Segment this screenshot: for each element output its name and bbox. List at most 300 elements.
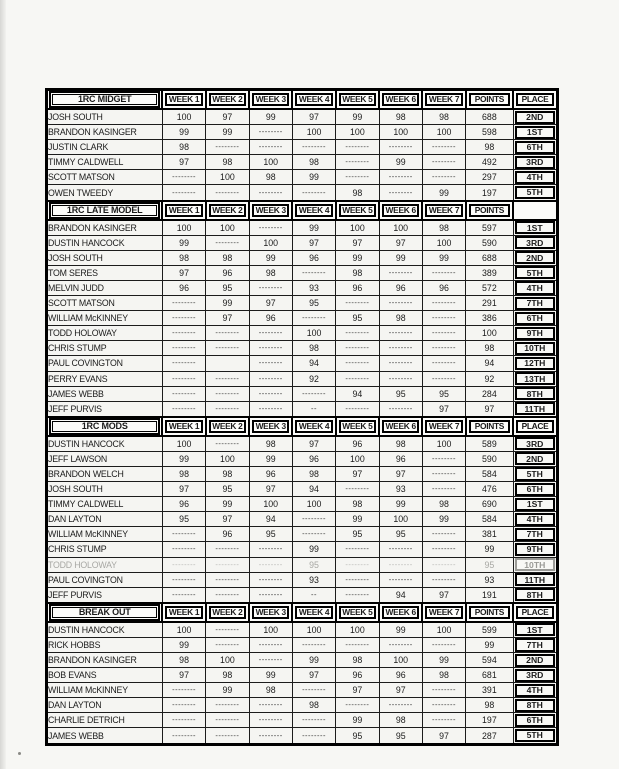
place-badge: 4TH — [515, 684, 554, 697]
place-cell — [513, 683, 557, 698]
place-cell — [513, 326, 557, 341]
rider-row-timmy-caldwell — [47, 497, 558, 512]
week-score-cell: 97 — [249, 482, 292, 497]
points-total-cell: 297 — [466, 170, 513, 185]
week-score-cell: -------- — [422, 326, 465, 341]
week-score-cell: -------- — [162, 386, 205, 401]
place-cell — [513, 482, 557, 497]
week-header-cell — [206, 90, 249, 110]
week-header-label: WEEK 6 — [382, 420, 419, 433]
week-score-cell: -------- — [162, 527, 205, 542]
points-total-cell: 386 — [466, 311, 513, 326]
week-score-cell: -------- — [379, 185, 422, 201]
week-score-cell: 99 — [292, 220, 335, 236]
week-score-cell: 99 — [336, 250, 379, 265]
week-score-cell: -------- — [206, 587, 249, 603]
rider-name: BRANDON KASINGER — [47, 220, 163, 236]
week-score-cell: -------- — [249, 341, 292, 356]
rider-name: SCOTT MATSON — [47, 170, 163, 185]
week-score-cell: -------- — [292, 185, 335, 201]
rider-name: BRANDON WELCH — [47, 466, 163, 481]
week-score-cell: 99 — [422, 250, 465, 265]
week-score-cell: -------- — [249, 698, 292, 713]
week-score-cell: -------- — [422, 311, 465, 326]
week-score-cell: 99 — [206, 296, 249, 311]
week-score-cell: 97 — [292, 109, 335, 125]
points-total-cell: 99 — [466, 637, 513, 652]
week-header-label: WEEK 3 — [252, 93, 289, 106]
week-score-cell: 100 — [336, 622, 379, 638]
week-score-cell: 96 — [292, 451, 335, 466]
week-score-cell: 98 — [422, 109, 465, 125]
rider-row-william-mckinney — [47, 311, 558, 326]
week-score-cell: -------- — [379, 371, 422, 386]
week-score-cell: 98 — [379, 109, 422, 125]
week-score-cell: 95 — [162, 512, 205, 527]
scan-edge-artifact — [0, 0, 6, 769]
week-score-cell: 100 — [422, 436, 465, 452]
week-score-cell: 99 — [162, 125, 205, 140]
week-score-cell: 98 — [379, 436, 422, 452]
rider-row-jeff-lawson — [47, 451, 558, 466]
week-score-cell: 95 — [336, 527, 379, 542]
section-title: 1RC MODS — [52, 421, 157, 432]
week-score-cell: -------- — [336, 587, 379, 603]
rider-name: JUSTIN CLARK — [47, 140, 163, 155]
rider-row-james-webb — [47, 728, 558, 744]
place-cell — [513, 125, 557, 140]
week-score-cell: 98 — [422, 497, 465, 512]
week-header-label: WEEK 5 — [339, 93, 376, 106]
week-score-cell: -------- — [422, 698, 465, 713]
week-score-cell: 99 — [249, 668, 292, 683]
place-badge: 4TH — [515, 171, 554, 184]
rider-name: JEFF PURVIS — [47, 401, 163, 417]
points-total-cell: 95 — [466, 557, 513, 572]
rider-name: TIMMY CALDWELL — [47, 155, 163, 170]
week-header-cell — [206, 417, 249, 436]
place-cell — [513, 698, 557, 713]
week-header-cell — [206, 201, 249, 220]
week-score-cell: -------- — [336, 572, 379, 587]
week-score-cell: -------- — [336, 482, 379, 497]
week-score-cell: 99 — [206, 125, 249, 140]
points-header-label: POINTS — [469, 606, 510, 619]
week-score-cell: -------- — [249, 728, 292, 744]
week-score-cell: -------- — [162, 371, 205, 386]
week-header-cell — [249, 417, 292, 436]
week-score-cell: 100 — [206, 653, 249, 668]
points-total-cell: 98 — [466, 698, 513, 713]
place-badge: 9TH — [515, 327, 554, 340]
place-badge: 3RD — [515, 669, 554, 682]
week-header-cell — [292, 417, 335, 436]
week-score-cell — [206, 356, 249, 371]
place-badge: 6TH — [515, 141, 554, 154]
week-score-cell: 96 — [162, 280, 205, 295]
week-header-cell — [379, 201, 422, 220]
rider-name: JEFF PURVIS — [47, 587, 163, 603]
rider-name: SCOTT MATSON — [47, 296, 163, 311]
place-badge: 5TH — [515, 467, 554, 480]
week-score-cell: -------- — [249, 125, 292, 140]
rider-row-william-mckinney — [47, 527, 558, 542]
week-score-cell: 100 — [249, 497, 292, 512]
week-score-cell: 97 — [292, 668, 335, 683]
week-score-cell: -------- — [206, 557, 249, 572]
week-score-cell: 94 — [336, 386, 379, 401]
rider-row-bob-evans — [47, 668, 558, 683]
points-total-cell: 688 — [466, 250, 513, 265]
week-score-cell: 100 — [206, 451, 249, 466]
place-cell — [513, 527, 557, 542]
week-score-cell: -- — [292, 401, 335, 417]
place-header-cell — [513, 201, 557, 220]
place-badge: 8TH — [515, 387, 554, 400]
week-score-cell: -------- — [206, 386, 249, 401]
week-score-cell: 99 — [379, 622, 422, 638]
rider-row-josh-south — [47, 109, 558, 125]
points-total-cell: 597 — [466, 220, 513, 236]
week-score-cell: 98 — [249, 170, 292, 185]
week-header-label: WEEK 2 — [209, 204, 246, 217]
week-header-cell — [292, 603, 335, 622]
rider-row-rick-hobbs — [47, 637, 558, 652]
week-score-cell: 98 — [162, 466, 205, 481]
week-score-cell: -------- — [162, 587, 205, 603]
points-total-cell: 92 — [466, 371, 513, 386]
rider-name: CHARLIE DETRICH — [47, 713, 163, 728]
week-score-cell: 98 — [206, 155, 249, 170]
week-score-cell: 100 — [422, 125, 465, 140]
points-header-cell — [466, 603, 513, 622]
week-score-cell: -------- — [206, 728, 249, 744]
rider-row-paul-covington — [47, 356, 558, 371]
week-score-cell: -------- — [206, 698, 249, 713]
section-title-cell — [47, 417, 163, 436]
week-header-label: WEEK 1 — [165, 420, 202, 433]
week-score-cell: 97 — [336, 683, 379, 698]
week-header-label: WEEK 3 — [252, 420, 289, 433]
week-score-cell: 99 — [336, 512, 379, 527]
week-score-cell: 98 — [292, 698, 335, 713]
week-score-cell: -------- — [162, 341, 205, 356]
points-total-cell: 191 — [466, 587, 513, 603]
rider-name: PERRY EVANS — [47, 371, 163, 386]
week-score-cell: 100 — [162, 220, 205, 236]
week-score-cell: -------- — [249, 371, 292, 386]
rider-name: TODD HOLOWAY — [47, 326, 163, 341]
points-total-cell: 381 — [466, 527, 513, 542]
points-total-cell: 590 — [466, 235, 513, 250]
week-score-cell: -------- — [379, 265, 422, 280]
place-cell — [513, 220, 557, 236]
place-badge: 1ST — [515, 498, 554, 511]
week-header-cell — [292, 90, 335, 110]
week-header-label: WEEK 5 — [339, 204, 376, 217]
week-score-cell: -------- — [292, 140, 335, 155]
place-badge: 8TH — [515, 699, 554, 712]
week-score-cell: -------- — [292, 713, 335, 728]
rider-name: MELVIN JUDD — [47, 280, 163, 295]
rider-row-owen-tweedy — [47, 185, 558, 201]
rider-name: WILLIAM McKINNEY — [47, 311, 163, 326]
week-header-label: WEEK 2 — [209, 93, 246, 106]
place-badge: 8TH — [515, 588, 554, 601]
place-cell — [513, 386, 557, 401]
rider-name: JAMES WEBB — [47, 386, 163, 401]
week-score-cell: -------- — [162, 356, 205, 371]
section-title-cell — [47, 603, 163, 622]
section-header-1rc-midget — [47, 90, 558, 110]
points-total-cell: 688 — [466, 109, 513, 125]
week-score-cell: -------- — [206, 637, 249, 652]
week-score-cell: 100 — [422, 235, 465, 250]
week-score-cell: 99 — [336, 713, 379, 728]
rider-name: DUSTIN HANCOCK — [47, 622, 163, 638]
week-header-cell — [422, 417, 465, 436]
week-score-cell: 98 — [336, 497, 379, 512]
week-score-cell: -------- — [206, 401, 249, 417]
week-score-cell: -------- — [422, 265, 465, 280]
rider-name: WILLIAM McKINNEY — [47, 683, 163, 698]
week-score-cell: -------- — [336, 542, 379, 557]
week-score-cell: -------- — [249, 572, 292, 587]
points-total-cell: 572 — [466, 280, 513, 295]
week-score-cell: 100 — [422, 622, 465, 638]
points-header-cell — [466, 417, 513, 436]
week-score-cell: 100 — [379, 512, 422, 527]
week-score-cell: -------- — [292, 512, 335, 527]
week-score-cell: 98 — [422, 220, 465, 236]
section-header-1rc-late-model — [47, 201, 558, 220]
week-score-cell: -------- — [162, 557, 205, 572]
place-cell — [513, 185, 557, 201]
section-title-cell — [47, 90, 163, 110]
week-score-cell: 98 — [422, 668, 465, 683]
place-badge: 9TH — [515, 543, 554, 556]
place-badge: 10TH — [515, 558, 554, 571]
place-cell — [513, 713, 557, 728]
week-score-cell: 97 — [162, 482, 205, 497]
rider-name: CHRIS STUMP — [47, 341, 163, 356]
week-score-cell: 95 — [336, 311, 379, 326]
place-badge: 7TH — [515, 297, 554, 310]
rider-row-todd-holoway — [47, 557, 558, 572]
place-header-label: PLACE — [516, 93, 554, 106]
week-score-cell: 99 — [336, 109, 379, 125]
week-score-cell: 99 — [162, 451, 205, 466]
week-score-cell: 100 — [249, 235, 292, 250]
week-score-cell: -------- — [292, 386, 335, 401]
week-header-cell — [379, 417, 422, 436]
points-total-cell: 599 — [466, 622, 513, 638]
week-score-cell: -------- — [162, 572, 205, 587]
place-header-label: PLACE — [516, 606, 554, 619]
week-score-cell: 98 — [292, 341, 335, 356]
points-header-cell — [466, 90, 513, 110]
week-score-cell: -------- — [336, 356, 379, 371]
week-score-cell: -------- — [249, 356, 292, 371]
week-header-cell — [336, 417, 379, 436]
week-score-cell: -------- — [422, 155, 465, 170]
week-score-cell: 100 — [206, 170, 249, 185]
week-score-cell: 97 — [379, 683, 422, 698]
week-header-cell — [249, 603, 292, 622]
section-title: BREAK OUT — [52, 607, 157, 618]
week-header-label: WEEK 1 — [165, 204, 202, 217]
rider-name: CHRIS STUMP — [47, 542, 163, 557]
rider-name: BRANDON KASINGER — [47, 653, 163, 668]
week-score-cell: 97 — [336, 466, 379, 481]
week-score-cell: -------- — [162, 185, 205, 201]
points-total-cell: 98 — [466, 140, 513, 155]
section-title: 1RC MIDGET — [52, 94, 157, 105]
rider-row-dan-layton — [47, 698, 558, 713]
week-score-cell: -------- — [379, 341, 422, 356]
points-total-cell: 584 — [466, 512, 513, 527]
place-badge: 2ND — [515, 654, 554, 667]
place-cell — [513, 155, 557, 170]
week-score-cell: 100 — [336, 125, 379, 140]
week-score-cell: 97 — [206, 311, 249, 326]
points-total-cell: 99 — [466, 542, 513, 557]
week-score-cell: 98 — [249, 683, 292, 698]
week-score-cell: 98 — [162, 653, 205, 668]
points-total-cell: 492 — [466, 155, 513, 170]
week-header-cell — [379, 90, 422, 110]
week-score-cell: -------- — [336, 401, 379, 417]
place-cell — [513, 296, 557, 311]
week-header-cell — [292, 201, 335, 220]
week-score-cell: -------- — [336, 371, 379, 386]
week-score-cell: -------- — [206, 371, 249, 386]
week-score-cell: 100 — [379, 653, 422, 668]
week-score-cell: -------- — [292, 728, 335, 744]
place-badge: 5TH — [515, 266, 554, 279]
week-score-cell: 100 — [292, 497, 335, 512]
rider-row-chris-stump — [47, 542, 558, 557]
week-score-cell: -------- — [422, 482, 465, 497]
week-score-cell: 93 — [292, 572, 335, 587]
week-score-cell: 98 — [206, 466, 249, 481]
week-header-label: WEEK 6 — [382, 204, 419, 217]
week-score-cell: 95 — [379, 728, 422, 744]
points-total-cell: 590 — [466, 451, 513, 466]
week-score-cell: 99 — [292, 542, 335, 557]
week-score-cell: -------- — [249, 280, 292, 295]
place-badge: 11TH — [515, 573, 554, 586]
rider-row-brandon-kasinger — [47, 125, 558, 140]
points-total-cell: 589 — [466, 436, 513, 452]
place-badge: 4TH — [515, 513, 554, 526]
rider-row-scott-matson — [47, 170, 558, 185]
week-score-cell: 100 — [162, 109, 205, 125]
week-score-cell: -------- — [336, 140, 379, 155]
rider-name: TODD HOLOWAY — [47, 557, 163, 572]
week-score-cell: -------- — [206, 542, 249, 557]
week-score-cell: 100 — [249, 155, 292, 170]
week-score-cell: 97 — [292, 235, 335, 250]
rider-row-jeff-purvis — [47, 587, 558, 603]
place-cell — [513, 341, 557, 356]
week-score-cell: 95 — [206, 482, 249, 497]
week-score-cell: 94 — [379, 587, 422, 603]
week-score-cell: 100 — [162, 622, 205, 638]
week-score-cell: -------- — [162, 311, 205, 326]
place-cell — [513, 356, 557, 371]
week-score-cell: 97 — [206, 109, 249, 125]
week-score-cell: -------- — [162, 728, 205, 744]
place-cell — [513, 653, 557, 668]
week-score-cell: 99 — [422, 653, 465, 668]
week-score-cell: -------- — [336, 557, 379, 572]
rider-row-william-mckinney — [47, 683, 558, 698]
rider-name: JEFF LAWSON — [47, 451, 163, 466]
week-score-cell: -------- — [379, 572, 422, 587]
week-score-cell: 98 — [336, 653, 379, 668]
week-header-cell — [422, 201, 465, 220]
week-score-cell: 92 — [292, 371, 335, 386]
place-cell — [513, 235, 557, 250]
week-header-label: WEEK 6 — [382, 93, 419, 106]
week-score-cell: 100 — [336, 220, 379, 236]
points-total-cell: 291 — [466, 296, 513, 311]
points-header-label: POINTS — [469, 420, 510, 433]
week-score-cell: 99 — [379, 155, 422, 170]
rider-name: JAMES WEBB — [47, 728, 163, 744]
rider-name: OWEN TWEEDY — [47, 185, 163, 201]
week-score-cell: -------- — [422, 356, 465, 371]
week-score-cell: 100 — [292, 622, 335, 638]
place-badge: 6TH — [515, 312, 554, 325]
week-header-label: WEEK 2 — [209, 420, 246, 433]
week-score-cell: 95 — [292, 296, 335, 311]
week-score-cell: -------- — [249, 542, 292, 557]
week-score-cell: 97 — [379, 466, 422, 481]
points-total-cell: 598 — [466, 125, 513, 140]
week-score-cell: 97 — [422, 728, 465, 744]
week-score-cell: 93 — [379, 482, 422, 497]
rider-name: TOM SERES — [47, 265, 163, 280]
week-score-cell: 99 — [292, 653, 335, 668]
rider-row-todd-holoway — [47, 326, 558, 341]
week-score-cell: -------- — [292, 527, 335, 542]
points-total-cell: 97 — [466, 401, 513, 417]
week-header-cell — [162, 603, 205, 622]
week-score-cell: 100 — [379, 220, 422, 236]
week-header-label: WEEK 3 — [252, 204, 289, 217]
week-score-cell: -------- — [206, 326, 249, 341]
place-cell — [513, 451, 557, 466]
week-score-cell: 99 — [206, 683, 249, 698]
week-score-cell: 97 — [162, 265, 205, 280]
week-score-cell: -------- — [379, 637, 422, 652]
week-score-cell: -------- — [249, 220, 292, 236]
points-header-label: POINTS — [469, 204, 510, 217]
week-score-cell: -------- — [249, 401, 292, 417]
week-score-cell: 98 — [206, 668, 249, 683]
rider-name: JOSH SOUTH — [47, 482, 163, 497]
week-score-cell: 100 — [292, 125, 335, 140]
points-total-cell: 197 — [466, 713, 513, 728]
week-score-cell: 99 — [249, 250, 292, 265]
rider-row-timmy-caldwell — [47, 155, 558, 170]
points-total-cell: 284 — [466, 386, 513, 401]
race-points-table — [45, 88, 559, 746]
place-badge: 1ST — [515, 221, 554, 234]
week-score-cell: 100 — [162, 436, 205, 452]
